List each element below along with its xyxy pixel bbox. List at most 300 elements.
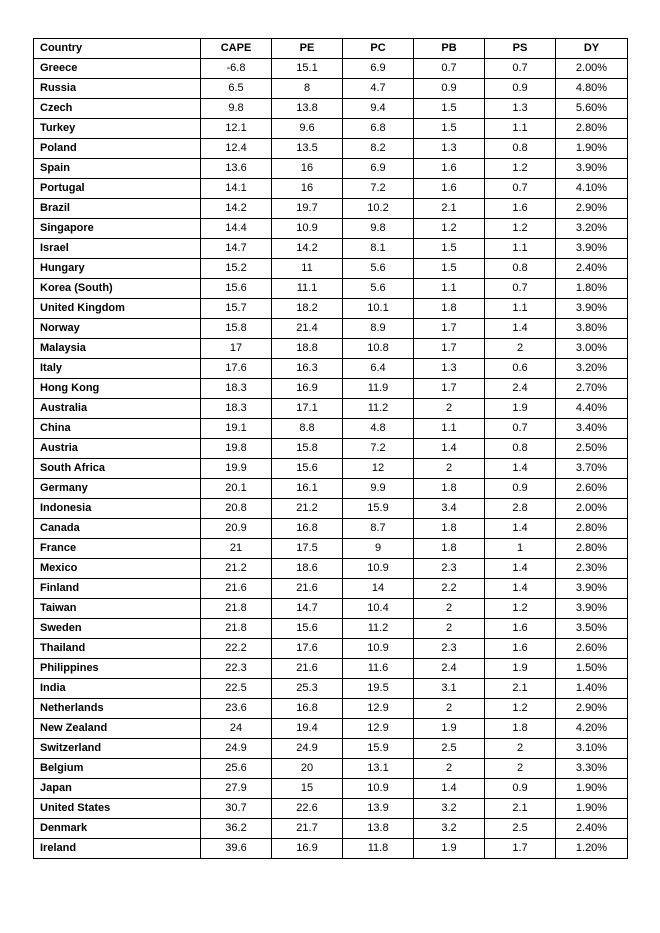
table-row	[34, 179, 628, 199]
cell-country: Sweden	[34, 619, 201, 639]
column-header-pb: PB	[414, 39, 485, 59]
cell-cape: 13.6	[201, 159, 272, 179]
cell-cape: 25.6	[201, 759, 272, 779]
cell-pe: 16.8	[272, 519, 343, 539]
cell-ps: 0.7	[485, 419, 556, 439]
cell-pe: 22.6	[272, 799, 343, 819]
cell-pc: 10.2	[343, 199, 414, 219]
cell-dy: 3.90%	[556, 239, 628, 259]
cell-pc: 11.9	[343, 379, 414, 399]
cell-dy: 3.90%	[556, 299, 628, 319]
cell-ps: 1.9	[485, 399, 556, 419]
cell-ps: 0.7	[485, 279, 556, 299]
cell-dy: 2.60%	[556, 479, 628, 499]
cell-ps: 2.5	[485, 819, 556, 839]
cell-dy: 1.90%	[556, 139, 628, 159]
cell-country: Brazil	[34, 199, 201, 219]
cell-pe: 17.6	[272, 639, 343, 659]
cell-country: Finland	[34, 579, 201, 599]
table-header-row	[34, 39, 628, 59]
cell-pb: 1.5	[414, 259, 485, 279]
table-row	[34, 139, 628, 159]
cell-pb: 1.7	[414, 319, 485, 339]
cell-ps: 2	[485, 739, 556, 759]
cell-pb: 1.1	[414, 279, 485, 299]
cell-cape: 20.9	[201, 519, 272, 539]
cell-cape: 17.6	[201, 359, 272, 379]
table-row	[34, 259, 628, 279]
table-row	[34, 739, 628, 759]
cell-pe: 11.1	[272, 279, 343, 299]
cell-country: Thailand	[34, 639, 201, 659]
cell-cape: 20.1	[201, 479, 272, 499]
cell-pc: 13.8	[343, 819, 414, 839]
cell-pe: 15	[272, 779, 343, 799]
cell-cape: 36.2	[201, 819, 272, 839]
cell-dy: 3.00%	[556, 339, 628, 359]
table-row	[34, 359, 628, 379]
cell-ps: 1.9	[485, 659, 556, 679]
cell-country: Denmark	[34, 819, 201, 839]
cell-ps: 0.7	[485, 179, 556, 199]
cell-pc: 10.9	[343, 559, 414, 579]
cell-dy: 2.90%	[556, 699, 628, 719]
cell-pb: 2	[414, 619, 485, 639]
cell-ps: 0.9	[485, 79, 556, 99]
cell-pc: 11.2	[343, 399, 414, 419]
cell-ps: 1.6	[485, 199, 556, 219]
cell-cape: 19.9	[201, 459, 272, 479]
cell-cape: 18.3	[201, 379, 272, 399]
cell-ps: 1.2	[485, 219, 556, 239]
cell-pe: 9.6	[272, 119, 343, 139]
cell-country: Russia	[34, 79, 201, 99]
cell-pe: 17.5	[272, 539, 343, 559]
cell-pc: 11.2	[343, 619, 414, 639]
cell-cape: 9.8	[201, 99, 272, 119]
cell-pc: 19.5	[343, 679, 414, 699]
cell-pb: 2	[414, 459, 485, 479]
cell-pc: 8.7	[343, 519, 414, 539]
cell-pb: 2.2	[414, 579, 485, 599]
cell-pb: 2	[414, 699, 485, 719]
cell-pc: 12.9	[343, 699, 414, 719]
cell-pb: 1.1	[414, 419, 485, 439]
cell-dy: 3.50%	[556, 619, 628, 639]
cell-dy: 1.50%	[556, 659, 628, 679]
cell-country: Germany	[34, 479, 201, 499]
cell-pe: 18.8	[272, 339, 343, 359]
cell-pc: 8.1	[343, 239, 414, 259]
cell-cape: 15.7	[201, 299, 272, 319]
cell-dy: 4.80%	[556, 79, 628, 99]
cell-dy: 2.00%	[556, 499, 628, 519]
column-header-pe: PE	[272, 39, 343, 59]
cell-cape: 21.8	[201, 599, 272, 619]
cell-country: India	[34, 679, 201, 699]
cell-ps: 0.8	[485, 439, 556, 459]
cell-pc: 6.4	[343, 359, 414, 379]
cell-pe: 14.2	[272, 239, 343, 259]
cell-pc: 15.9	[343, 499, 414, 519]
cell-cape: 14.2	[201, 199, 272, 219]
cell-pc: 4.8	[343, 419, 414, 439]
cell-dy: 3.20%	[556, 359, 628, 379]
cell-cape: 15.6	[201, 279, 272, 299]
table-row	[34, 579, 628, 599]
cell-dy: 1.80%	[556, 279, 628, 299]
cell-pe: 19.7	[272, 199, 343, 219]
country-valuation-table	[33, 38, 628, 859]
table-row	[34, 679, 628, 699]
table-row	[34, 119, 628, 139]
cell-country: South Africa	[34, 459, 201, 479]
cell-cape: 15.2	[201, 259, 272, 279]
cell-dy: 2.00%	[556, 59, 628, 79]
cell-ps: 2.8	[485, 499, 556, 519]
cell-ps: 0.6	[485, 359, 556, 379]
table-row	[34, 599, 628, 619]
cell-dy: 1.90%	[556, 779, 628, 799]
cell-pe: 21.6	[272, 659, 343, 679]
cell-pb: 1.7	[414, 339, 485, 359]
cell-pc: 6.8	[343, 119, 414, 139]
cell-dy: 3.30%	[556, 759, 628, 779]
cell-pc: 8.9	[343, 319, 414, 339]
cell-pb: 1.4	[414, 779, 485, 799]
table-row	[34, 799, 628, 819]
cell-country: Hong Kong	[34, 379, 201, 399]
cell-cape: 39.6	[201, 839, 272, 859]
cell-pc: 15.9	[343, 739, 414, 759]
cell-cape: 24.9	[201, 739, 272, 759]
table-row	[34, 639, 628, 659]
cell-dy: 1.90%	[556, 799, 628, 819]
table-row	[34, 459, 628, 479]
cell-pb: 1.8	[414, 519, 485, 539]
cell-pb: 1.6	[414, 179, 485, 199]
cell-pb: 1.3	[414, 359, 485, 379]
cell-pc: 13.9	[343, 799, 414, 819]
cell-pc: 12	[343, 459, 414, 479]
cell-cape: 22.2	[201, 639, 272, 659]
table-row	[34, 79, 628, 99]
cell-pb: 1.8	[414, 479, 485, 499]
cell-pe: 10.9	[272, 219, 343, 239]
cell-pe: 21.4	[272, 319, 343, 339]
table-row	[34, 399, 628, 419]
cell-pc: 7.2	[343, 179, 414, 199]
cell-cape: 21.8	[201, 619, 272, 639]
cell-cape: 22.3	[201, 659, 272, 679]
cell-country: United Kingdom	[34, 299, 201, 319]
column-header-pc: PC	[343, 39, 414, 59]
cell-pb: 3.1	[414, 679, 485, 699]
cell-ps: 2	[485, 759, 556, 779]
cell-pb: 3.4	[414, 499, 485, 519]
table-row	[34, 239, 628, 259]
cell-pe: 15.6	[272, 619, 343, 639]
cell-dy: 3.90%	[556, 159, 628, 179]
cell-pc: 6.9	[343, 159, 414, 179]
cell-country: Taiwan	[34, 599, 201, 619]
table-header	[34, 39, 628, 59]
cell-country: Poland	[34, 139, 201, 159]
cell-pe: 8	[272, 79, 343, 99]
cell-country: Czech	[34, 99, 201, 119]
cell-pe: 16	[272, 159, 343, 179]
cell-pe: 16.9	[272, 379, 343, 399]
cell-ps: 1.8	[485, 719, 556, 739]
cell-pc: 13.1	[343, 759, 414, 779]
cell-country: Canada	[34, 519, 201, 539]
cell-pb: 3.2	[414, 819, 485, 839]
cell-country: Japan	[34, 779, 201, 799]
cell-country: Switzerland	[34, 739, 201, 759]
cell-dy: 3.90%	[556, 599, 628, 619]
cell-pc: 9.9	[343, 479, 414, 499]
cell-pc: 9.8	[343, 219, 414, 239]
cell-pc: 4.7	[343, 79, 414, 99]
cell-country: Portugal	[34, 179, 201, 199]
cell-pb: 1.9	[414, 719, 485, 739]
cell-ps: 1.1	[485, 299, 556, 319]
cell-pc: 7.2	[343, 439, 414, 459]
cell-country: Italy	[34, 359, 201, 379]
cell-ps: 1.2	[485, 699, 556, 719]
cell-country: Netherlands	[34, 699, 201, 719]
cell-cape: 23.6	[201, 699, 272, 719]
cell-dy: 2.80%	[556, 539, 628, 559]
cell-pc: 11.6	[343, 659, 414, 679]
table-row	[34, 439, 628, 459]
table-row	[34, 59, 628, 79]
cell-pe: 16.1	[272, 479, 343, 499]
cell-country: Belgium	[34, 759, 201, 779]
cell-pb: 1.7	[414, 379, 485, 399]
cell-pc: 9.4	[343, 99, 414, 119]
cell-pe: 16.3	[272, 359, 343, 379]
cell-dy: 3.20%	[556, 219, 628, 239]
cell-pe: 13.8	[272, 99, 343, 119]
cell-pb: 2	[414, 759, 485, 779]
cell-pb: 1.6	[414, 159, 485, 179]
cell-country: Ireland	[34, 839, 201, 859]
cell-country: Singapore	[34, 219, 201, 239]
cell-ps: 0.9	[485, 479, 556, 499]
cell-pc: 9	[343, 539, 414, 559]
cell-pc: 14	[343, 579, 414, 599]
cell-dy: 3.40%	[556, 419, 628, 439]
table-row	[34, 499, 628, 519]
column-header-country: Country	[34, 39, 201, 59]
cell-dy: 2.60%	[556, 639, 628, 659]
cell-pb: 3.2	[414, 799, 485, 819]
cell-pc: 10.4	[343, 599, 414, 619]
cell-pb: 1.8	[414, 539, 485, 559]
cell-cape: 15.8	[201, 319, 272, 339]
cell-pb: 1.2	[414, 219, 485, 239]
table-row	[34, 159, 628, 179]
cell-pb: 1.5	[414, 239, 485, 259]
cell-cape: 6.5	[201, 79, 272, 99]
cell-dy: 2.40%	[556, 259, 628, 279]
cell-cape: 17	[201, 339, 272, 359]
table-row	[34, 539, 628, 559]
cell-country: United States	[34, 799, 201, 819]
cell-cape: 14.1	[201, 179, 272, 199]
cell-pe: 14.7	[272, 599, 343, 619]
cell-ps: 1.6	[485, 619, 556, 639]
table-row	[34, 379, 628, 399]
cell-ps: 1.4	[485, 459, 556, 479]
cell-dy: 2.80%	[556, 519, 628, 539]
cell-country: Turkey	[34, 119, 201, 139]
cell-pb: 1.5	[414, 119, 485, 139]
cell-pb: 1.9	[414, 839, 485, 859]
cell-pb: 2.1	[414, 199, 485, 219]
cell-pb: 2.4	[414, 659, 485, 679]
cell-ps: 1.1	[485, 239, 556, 259]
table-row	[34, 819, 628, 839]
cell-pc: 5.6	[343, 279, 414, 299]
cell-dy: 2.50%	[556, 439, 628, 459]
cell-pc: 12.9	[343, 719, 414, 739]
cell-pe: 8.8	[272, 419, 343, 439]
cell-ps: 2	[485, 339, 556, 359]
cell-ps: 1.4	[485, 519, 556, 539]
cell-pc: 5.6	[343, 259, 414, 279]
cell-pe: 18.6	[272, 559, 343, 579]
cell-dy: 3.10%	[556, 739, 628, 759]
table-row	[34, 99, 628, 119]
cell-pc: 10.8	[343, 339, 414, 359]
cell-country: Hungary	[34, 259, 201, 279]
cell-pe: 13.5	[272, 139, 343, 159]
cell-pe: 16	[272, 179, 343, 199]
cell-pe: 15.8	[272, 439, 343, 459]
table-row	[34, 519, 628, 539]
cell-pb: 1.5	[414, 99, 485, 119]
table-row	[34, 199, 628, 219]
cell-country: New Zealand	[34, 719, 201, 739]
cell-cape: 24	[201, 719, 272, 739]
cell-pc: 10.9	[343, 779, 414, 799]
cell-pe: 16.8	[272, 699, 343, 719]
cell-cape: 21.6	[201, 579, 272, 599]
cell-cape: 19.1	[201, 419, 272, 439]
table-row	[34, 319, 628, 339]
cell-pb: 1.3	[414, 139, 485, 159]
cell-cape: 18.3	[201, 399, 272, 419]
cell-ps: 1.1	[485, 119, 556, 139]
cell-pc: 11.8	[343, 839, 414, 859]
table-row	[34, 719, 628, 739]
cell-cape: 14.7	[201, 239, 272, 259]
cell-country: Australia	[34, 399, 201, 419]
cell-ps: 1.3	[485, 99, 556, 119]
cell-pc: 8.2	[343, 139, 414, 159]
cell-pe: 18.2	[272, 299, 343, 319]
cell-pb: 2.3	[414, 639, 485, 659]
cell-dy: 4.10%	[556, 179, 628, 199]
cell-pb: 2	[414, 399, 485, 419]
cell-pc: 6.9	[343, 59, 414, 79]
cell-ps: 1.4	[485, 319, 556, 339]
cell-pb: 2	[414, 599, 485, 619]
cell-pe: 11	[272, 259, 343, 279]
cell-pe: 17.1	[272, 399, 343, 419]
cell-pb: 1.4	[414, 439, 485, 459]
cell-cape: 27.9	[201, 779, 272, 799]
cell-cape: 12.1	[201, 119, 272, 139]
cell-ps: 1.4	[485, 579, 556, 599]
cell-country: Austria	[34, 439, 201, 459]
table-row	[34, 659, 628, 679]
table-row	[34, 699, 628, 719]
cell-dy: 5.60%	[556, 99, 628, 119]
cell-pb: 1.8	[414, 299, 485, 319]
table-row	[34, 839, 628, 859]
table-row	[34, 299, 628, 319]
table-row	[34, 419, 628, 439]
cell-cape: 21	[201, 539, 272, 559]
cell-ps: 0.8	[485, 259, 556, 279]
table-row	[34, 339, 628, 359]
cell-pe: 21.7	[272, 819, 343, 839]
cell-dy: 3.90%	[556, 579, 628, 599]
cell-cape: 19.8	[201, 439, 272, 459]
cell-country: Spain	[34, 159, 201, 179]
cell-pe: 20	[272, 759, 343, 779]
table-row	[34, 779, 628, 799]
cell-ps: 0.9	[485, 779, 556, 799]
cell-cape: 12.4	[201, 139, 272, 159]
cell-ps: 1.6	[485, 639, 556, 659]
cell-pb: 2.3	[414, 559, 485, 579]
cell-pb: 0.7	[414, 59, 485, 79]
cell-cape: 20.8	[201, 499, 272, 519]
cell-cape: 14.4	[201, 219, 272, 239]
cell-ps: 1.4	[485, 559, 556, 579]
cell-pc: 10.1	[343, 299, 414, 319]
cell-pe: 24.9	[272, 739, 343, 759]
table-row	[34, 479, 628, 499]
cell-dy: 2.90%	[556, 199, 628, 219]
cell-ps: 2.4	[485, 379, 556, 399]
cell-dy: 2.40%	[556, 819, 628, 839]
cell-ps: 1	[485, 539, 556, 559]
cell-country: Indonesia	[34, 499, 201, 519]
cell-pe: 21.6	[272, 579, 343, 599]
cell-ps: 1.2	[485, 159, 556, 179]
cell-dy: 4.20%	[556, 719, 628, 739]
table-body	[34, 59, 628, 859]
cell-dy: 2.30%	[556, 559, 628, 579]
cell-cape: -6.8	[201, 59, 272, 79]
cell-dy: 2.70%	[556, 379, 628, 399]
column-header-dy: DY	[556, 39, 628, 59]
cell-dy: 1.40%	[556, 679, 628, 699]
cell-country: Korea (South)	[34, 279, 201, 299]
cell-country: Israel	[34, 239, 201, 259]
cell-ps: 0.8	[485, 139, 556, 159]
cell-pc: 10.9	[343, 639, 414, 659]
cell-cape: 22.5	[201, 679, 272, 699]
cell-pe: 16.9	[272, 839, 343, 859]
cell-dy: 3.80%	[556, 319, 628, 339]
cell-ps: 2.1	[485, 799, 556, 819]
